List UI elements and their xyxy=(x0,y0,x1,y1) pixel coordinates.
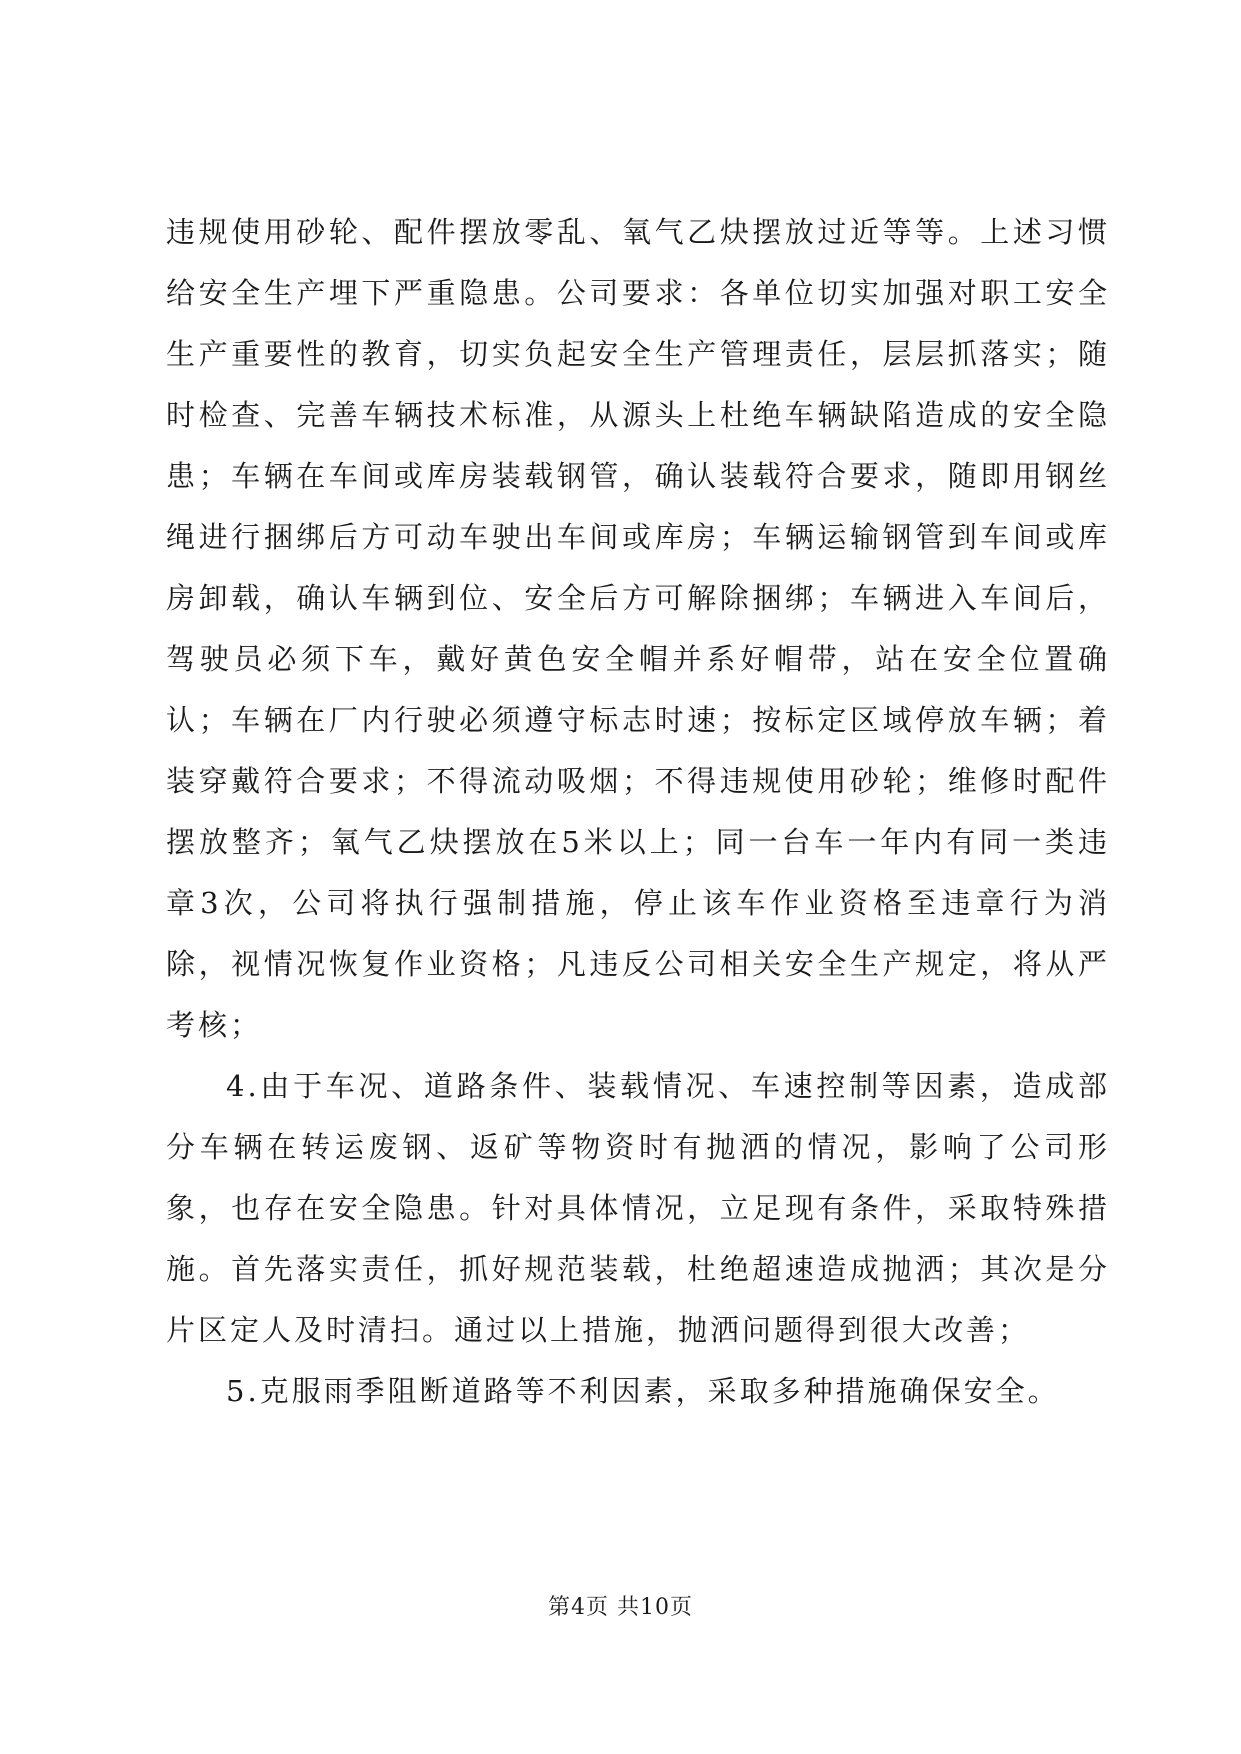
paragraph-item-5: 5.克服雨季阻断道路等不利因素，采取多种措施确保安全。 xyxy=(226,1374,1060,1408)
paragraph-continued: 违规使用砂轮、配件摆放零乱、氧气乙炔摆放过近等等。上述习惯给安全生产埋下严重隐患。公司要求：各单位切实加强对职工安全生产重要性的教育，切实负起安全生产管理责任，层层抓落实；随时检查、完善车辆技术标准，从源头上杜绝车辆缺陷造成的安全隐患；车辆在车间或库房装载钢管，确认装载符合要求，随即用钢丝绳进行捆绑后方可动车驶出车间或库房；车辆运输钢管到车间或库房卸载，确认车辆到位、安全后方可解除捆绑；车辆进入车间后，驾驶员必须下车，戴好黄色安全帽并系好帽带，站在安全位置确认；车辆在厂内行驶必须遵守标志时速；按标定区域停放车辆；着装穿戴符合要求；不得流动吸烟；不得违规使用砂轮；维修时配件摆放整齐；氧气乙炔摆放在5米以上；同一台车一年内有同一类违章3次，公司将执行强制措施，停止该车作业资格至违章行为消除，视情况恢复作业资格；凡违反公司相关安全生产规定，将从严考核； xyxy=(166,215,1110,1042)
page-number-footer: 第4页 共10页 xyxy=(548,1595,693,1620)
paragraph-item-4: 4.由于车况、道路条件、装载情况、车速控制等因素，造成部分车辆在转运废钢、返矿等物资时有抛洒的情况，影响了公司形象，也存在安全隐患。针对具体情况，立足现有条件，采取特殊措施。首先落实责任，抓好规范装载，杜绝超速造成抛洒；其次是分片区定人及时清扫。通过以上措施，抛洒问题得到很大改善； xyxy=(166,1069,1110,1347)
document-body xyxy=(166,202,1110,1422)
